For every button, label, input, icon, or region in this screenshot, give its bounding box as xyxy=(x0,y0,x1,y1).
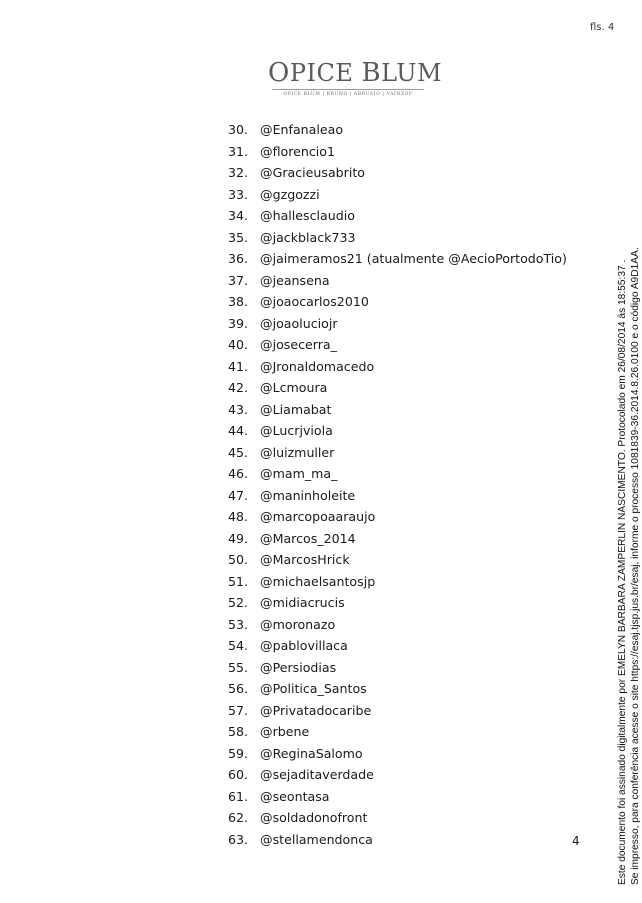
item-number: 45. xyxy=(228,444,249,460)
twitter-handle: @ReginaSalomo xyxy=(260,745,363,761)
item-number: 59. xyxy=(228,745,249,761)
item-number: 44. xyxy=(228,423,249,439)
page-number: 4 xyxy=(572,834,580,848)
firm-logo xyxy=(268,58,443,97)
twitter-handle: @joaoluciojr xyxy=(260,315,338,331)
list-item xyxy=(228,485,567,507)
list-item xyxy=(228,227,567,249)
twitter-handle: @rbene xyxy=(260,724,310,740)
item-number: 43. xyxy=(228,401,249,417)
list-item xyxy=(228,700,567,722)
twitter-handle: @Politica_Santos xyxy=(260,681,367,697)
item-number: 37. xyxy=(228,272,249,288)
list-item xyxy=(228,463,567,485)
twitter-handle: @marcopoaaraujo xyxy=(260,509,376,525)
list-item xyxy=(228,184,567,206)
item-number: 51. xyxy=(228,573,249,589)
twitter-handle: @MarcosHrick xyxy=(260,552,350,568)
item-number: 31. xyxy=(228,143,249,159)
twitter-handle: @mam_ma_ xyxy=(260,466,338,482)
twitter-handle: @midiacrucis xyxy=(260,595,345,611)
twitter-handle: @seontasa xyxy=(260,788,330,804)
item-number: 38. xyxy=(228,294,249,310)
item-number: 55. xyxy=(228,659,249,675)
logo-title: OPICE BLUM xyxy=(268,58,443,88)
item-number: 30. xyxy=(228,122,249,138)
list-item xyxy=(228,291,567,313)
list-item xyxy=(228,377,567,399)
list-item xyxy=(228,571,567,593)
item-number: 61. xyxy=(228,788,249,804)
list-item xyxy=(228,657,567,679)
stamp-line-1: Este documento foi assinado digitalmente por EMELYN BARBARA ZAMPERLIN NASCIMENTO. Protocolado em 26/08/2014 às 18:55:37 . xyxy=(617,259,628,885)
list-item xyxy=(228,678,567,700)
stamp-line-2: Se impresso, para conferência acesse o site https://esaj.tjsp.jus.br/esaj, informe o processo 1081839-36.2014.8.26.0100 e o código A9D1AA. xyxy=(629,247,641,885)
twitter-handle: @Gracieusabrito xyxy=(260,165,365,181)
item-number: 52. xyxy=(228,595,249,611)
item-number: 53. xyxy=(228,616,249,632)
list-item xyxy=(228,334,567,356)
list-item xyxy=(228,807,567,829)
twitter-handle: @sejaditaverdade xyxy=(260,767,374,783)
list-item xyxy=(228,829,567,851)
item-number: 57. xyxy=(228,702,249,718)
twitter-handle: @Persiodias xyxy=(260,659,337,675)
item-number: 33. xyxy=(228,186,249,202)
twitter-handle: @florencio1 xyxy=(260,143,336,159)
twitter-handle: @soldadonofront xyxy=(260,810,368,826)
list-item xyxy=(228,635,567,657)
list-item xyxy=(228,743,567,765)
list-item xyxy=(228,592,567,614)
twitter-handle: @Marcos_2014 xyxy=(260,530,356,546)
list-item xyxy=(228,442,567,464)
list-item xyxy=(228,248,567,270)
item-number: 54. xyxy=(228,638,249,654)
logo-subtitle: OPICE BLUM | BRUNO | ABRUSIO | VAINZOF xyxy=(283,92,413,97)
list-item xyxy=(228,270,567,292)
list-item xyxy=(228,141,567,163)
twitter-handle: @moronazo xyxy=(260,616,336,632)
item-number: 34. xyxy=(228,208,249,224)
twitter-handle: @michaelsantosjp xyxy=(260,573,376,589)
twitter-handle: @Liamabat xyxy=(260,401,332,417)
item-number: 56. xyxy=(228,681,249,697)
item-number: 32. xyxy=(228,165,249,181)
twitter-handle: @gzgozzi xyxy=(260,186,320,202)
item-number: 50. xyxy=(228,552,249,568)
list-item xyxy=(228,119,567,141)
item-number: 58. xyxy=(228,724,249,740)
twitter-handle: @joaocarlos2010 xyxy=(260,294,369,310)
logo-divider xyxy=(272,89,424,90)
twitter-handle: @pablovillaca xyxy=(260,638,348,654)
item-number: 36. xyxy=(228,251,249,267)
list-item xyxy=(228,721,567,743)
item-number: 60. xyxy=(228,767,249,783)
twitter-handle: @Enfanaleao xyxy=(260,122,344,138)
twitter-handle: @luizmuller xyxy=(260,444,335,460)
item-number: 40. xyxy=(228,337,249,353)
item-number: 49. xyxy=(228,530,249,546)
item-number: 41. xyxy=(228,358,249,374)
list-item xyxy=(228,549,567,571)
digital-signature-stamp xyxy=(617,247,642,885)
twitter-handle: @Lcmoura xyxy=(260,380,328,396)
item-number: 42. xyxy=(228,380,249,396)
twitter-handle: @josecerra_ xyxy=(260,337,337,353)
item-number: 39. xyxy=(228,315,249,331)
twitter-handle: @jeansena xyxy=(260,272,330,288)
list-item xyxy=(228,614,567,636)
list-item xyxy=(228,313,567,335)
list-item xyxy=(228,399,567,421)
item-number: 63. xyxy=(228,831,249,847)
list-item xyxy=(228,506,567,528)
list-item xyxy=(228,528,567,550)
item-number: 62. xyxy=(228,810,249,826)
twitter-handle: @Privatadocaribe xyxy=(260,702,372,718)
list-item xyxy=(228,162,567,184)
list-item xyxy=(228,205,567,227)
item-number: 35. xyxy=(228,229,249,245)
twitter-handle: @Jronaldomacedo xyxy=(260,358,375,374)
item-number: 46. xyxy=(228,466,249,482)
item-number: 48. xyxy=(228,509,249,525)
list-item xyxy=(228,356,567,378)
twitter-handle: @Lucrjviola xyxy=(260,423,333,439)
twitter-handle: @jackblack733 xyxy=(260,229,356,245)
item-number: 47. xyxy=(228,487,249,503)
list-item xyxy=(228,420,567,442)
page-label: fls. 4 xyxy=(590,22,615,33)
list-item xyxy=(228,764,567,786)
list-item xyxy=(228,786,567,808)
handle-list xyxy=(228,119,567,850)
twitter-handle: @stellamendonca xyxy=(260,831,373,847)
twitter-handle: @hallesclaudio xyxy=(260,208,355,224)
twitter-handle: @jaimeramos21 (atualmente @AecioPortodoTio) xyxy=(260,251,567,267)
twitter-handle: @maninholeite xyxy=(260,487,356,503)
